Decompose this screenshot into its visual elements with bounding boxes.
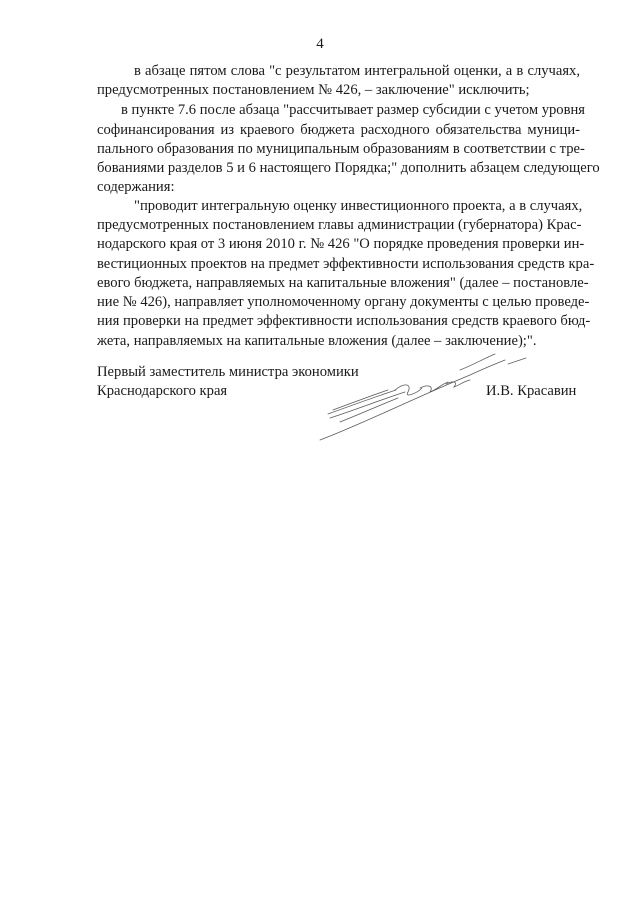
signatory-title-line-1: Первый заместитель министра экономики	[97, 364, 359, 380]
signatory-name: И.В. Красавин	[486, 383, 577, 399]
body-line-12: евого бюджета, направляемых на капитальные вложения" (далее – постановле-	[97, 275, 589, 291]
body-line-5: пального образования по муниципальным образованиям в соответствии с тре-	[97, 141, 585, 157]
body-line-2: предусмотренных постановлением № 426, – заключение" исключить;	[97, 82, 530, 98]
body-line-3: в пункте 7.6 после абзаца "рассчитывает размер субсидии с учетом уровня	[121, 102, 586, 118]
body-line-4: софинансирования из краевого бюджета расходного обязательства муници-	[97, 122, 580, 138]
body-line-6: бованиями разделов 5 и 6 настоящего Порядка;" дополнить абзацем следующего	[97, 160, 600, 176]
handwritten-signature-icon	[300, 340, 530, 450]
body-line-14: ния проверки на предмет эффективности использования средств краевого бюд-	[97, 313, 591, 329]
body-line-15: жета, направляемых на капитальные вложения (далее – заключение);".	[97, 333, 537, 349]
body-line-10: нодарского края от 3 июня 2010 г. № 426 "О порядке проведения проверки ин-	[97, 236, 585, 252]
body-line-9: предусмотренных постановлением главы администрации (губернатора) Крас-	[97, 217, 582, 233]
signatory-title-line-2: Краснодарского края	[97, 383, 228, 399]
body-line-8: "проводит интегральную оценку инвестиционного проекта, а в случаях,	[134, 198, 583, 214]
body-line-1: в абзаце пятом слова "с результатом интегральной оценки, а в случаях,	[134, 63, 580, 79]
body-line-13: ние № 426), направляет уполномоченному органу документы с целью проведе-	[97, 294, 590, 310]
body-line-7: содержания:	[97, 179, 175, 195]
page-number: 4	[316, 36, 324, 52]
body-line-11: вестиционных проектов на предмет эффективности использования средств кра-	[97, 256, 595, 272]
